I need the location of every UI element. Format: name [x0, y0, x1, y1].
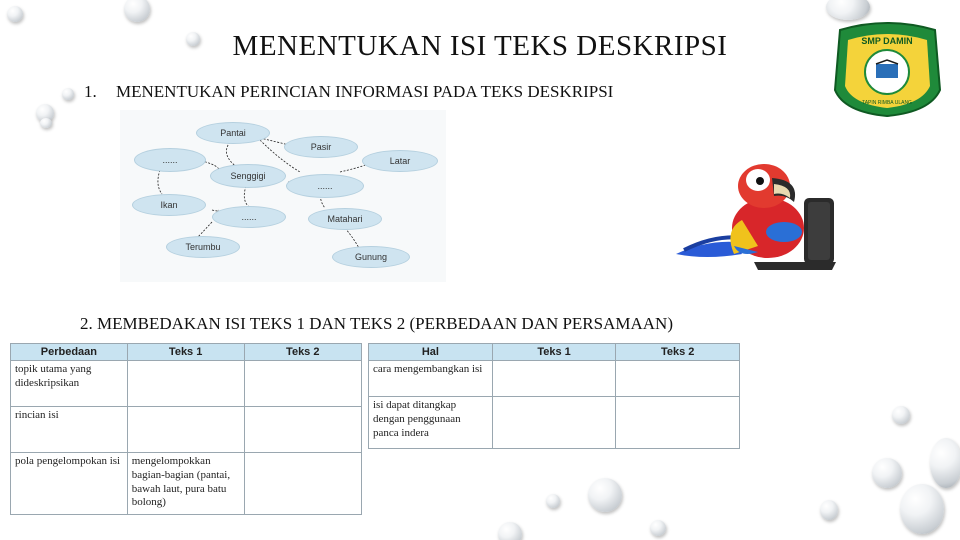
droplet: [498, 522, 522, 540]
column-header: Teks 2: [616, 344, 740, 361]
logo-text-top: SMP DAMIN: [861, 36, 913, 46]
table-row: [369, 397, 740, 449]
droplet: [900, 484, 944, 534]
table-cell[interactable]: [244, 453, 361, 515]
droplet: [588, 478, 622, 512]
school-logo: [830, 20, 945, 118]
section-1-number: 1.: [84, 82, 97, 101]
column-header: Teks 1: [127, 344, 244, 361]
page-title: MENENTUKAN ISI TEKS DESKRIPSI: [232, 30, 728, 62]
section-1-heading: [84, 82, 613, 102]
table-cell: rincian isi: [11, 407, 128, 453]
table-cell[interactable]: [616, 397, 740, 449]
mind-map-node: Gunung: [332, 246, 410, 268]
mind-map-node: ......: [134, 148, 206, 172]
table-header-row: [11, 344, 362, 361]
table-row: [369, 361, 740, 397]
table-row: [11, 407, 362, 453]
droplet: [124, 0, 150, 22]
column-header: Teks 2: [244, 344, 361, 361]
mind-map-node: Pantai: [196, 122, 270, 144]
section-1-label: MENENTUKAN PERINCIAN INFORMASI PADA TEKS DESKRIPSI: [116, 82, 614, 101]
droplet: [650, 520, 666, 536]
section-2-heading: 2. MEMBEDAKAN ISI TEKS 1 DAN TEKS 2 (PERBEDAAN DAN PERSAMAAN): [80, 314, 673, 333]
table-cell: pola pengelompokan isi: [11, 453, 128, 515]
droplet: [872, 458, 902, 488]
parrot-laptop-illustration: [676, 150, 846, 275]
mind-map-node: Senggigi: [210, 164, 286, 188]
table-cell: topik utama yang dideskripsikan: [11, 361, 128, 407]
mind-map: [120, 110, 446, 282]
droplet: [826, 0, 870, 20]
column-header: Perbedaan: [11, 344, 128, 361]
table-row: [11, 453, 362, 515]
mind-map-node: Latar: [362, 150, 438, 172]
comparison-table-similarities: [368, 343, 740, 449]
table-cell[interactable]: [127, 361, 244, 407]
table-cell[interactable]: [244, 361, 361, 407]
droplet: [62, 88, 74, 100]
column-header: Hal: [369, 344, 493, 361]
mind-map-node: Pasir: [284, 136, 358, 158]
table-cell: mengelompokkan bagian-bagian (pantai, bawah laut, pura batu bolong): [127, 453, 244, 515]
logo-text-bottom: TAPIN RIMBA ULANG: [862, 100, 912, 106]
mind-map-node: Ikan: [132, 194, 206, 216]
column-header: Teks 1: [492, 344, 616, 361]
droplet: [546, 494, 560, 508]
table-row: [11, 361, 362, 407]
table-header-row: [369, 344, 740, 361]
droplet: [820, 500, 838, 520]
droplet: [930, 438, 960, 488]
table-cell[interactable]: [616, 361, 740, 397]
table-cell: isi dapat ditangkap dengan penggunaan panca indera: [369, 397, 493, 449]
mind-map-node: ......: [286, 174, 364, 198]
table-cell: cara mengembangkan isi: [369, 361, 493, 397]
comparison-table-differences: [10, 343, 362, 515]
table-cell[interactable]: [492, 397, 616, 449]
table-cell[interactable]: [127, 407, 244, 453]
mind-map-node: Matahari: [308, 208, 382, 230]
mind-map-node: Terumbu: [166, 236, 240, 258]
droplet: [40, 118, 52, 128]
droplet: [7, 6, 23, 22]
table-cell[interactable]: [492, 361, 616, 397]
mind-map-node: ......: [212, 206, 286, 228]
droplet: [892, 406, 910, 424]
table-cell[interactable]: [244, 407, 361, 453]
